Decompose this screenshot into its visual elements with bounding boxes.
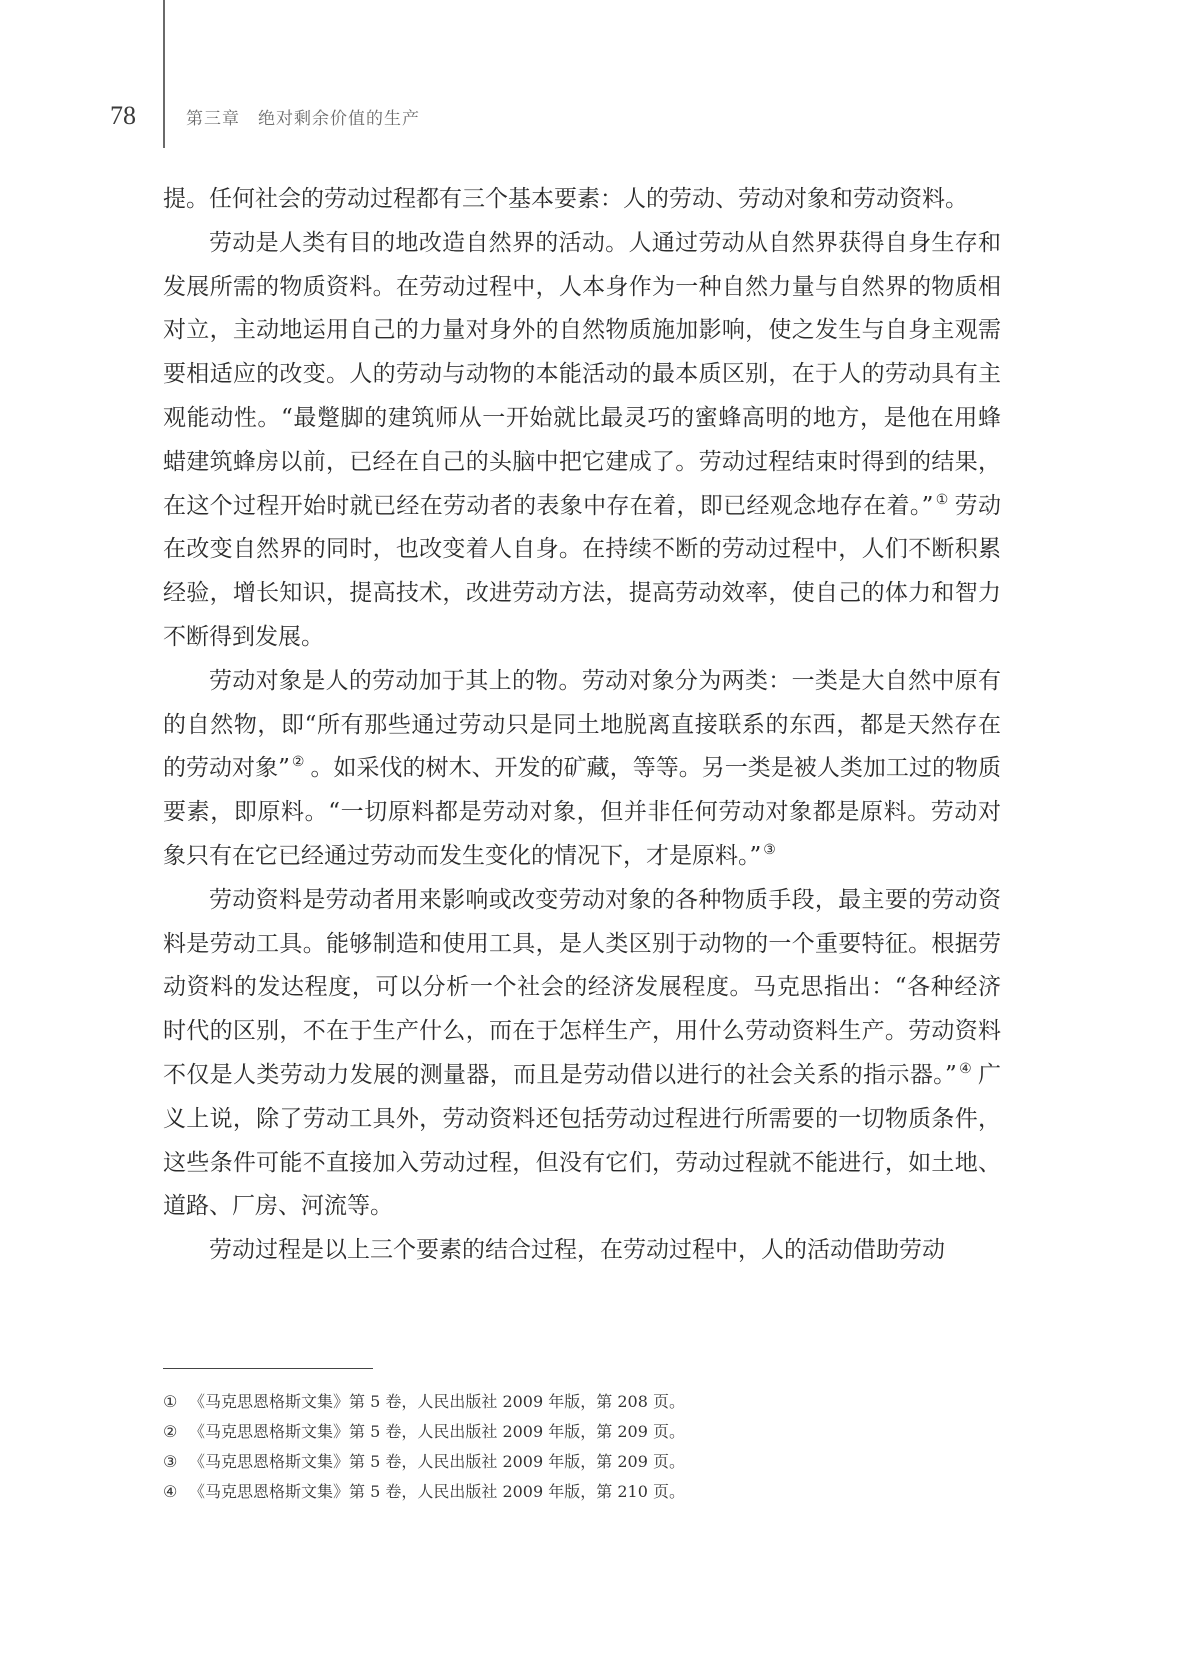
footnote-4 [163, 1477, 1001, 1507]
footnote-ref-2[interactable]: ② [291, 754, 305, 771]
paragraph-2-text-b: 劳动在改变自然界的同时，也改变着人自身。在持续不断的劳动过程中，人们不断积累经验，增长知识，提高技术，改进劳动方法，提高劳动效率，使自己的体力和智力不断得到发展。 [163, 492, 1001, 650]
running-head [186, 111, 420, 128]
footnotes [163, 1387, 1001, 1507]
footnote-mark: ④ [163, 1482, 178, 1501]
paragraph-3-text-b: 。如采伐的树木、开发的矿藏，等等。另一类是被人类加工过的物质要素，即原料。“一切原料都是劳动对象，但并非任何劳动对象都是原料。劳动对象只有在它已经通过劳动而发生变化的情况下，才是原料。” [163, 755, 1001, 869]
footnote-mark: ② [163, 1422, 178, 1441]
paragraph-4-text-b: 广义上说，除了劳动工具外，劳动资料还包括劳动过程进行所需要的一切物质条件，这些条件可能不直接加入劳动过程，但没有它们，劳动过程就不能进行，如土地、道路、厂房、河流等。 [163, 1061, 1001, 1220]
paragraph-4-text-a: 劳动资料是劳动者用来影响或改变劳动对象的各种物质手段，最主要的劳动资料是劳动工具。能够制造和使用工具，是人类区别于动物的一个重要特征。根据劳动资料的发达程度，可以分析一个社会的经济发展程度。马克思指出：“各种经济时代的区别，不在于生产什么，而在于怎样生产，用什么劳动资料生产。劳动资料不仅是人类劳动力发展的测量器，而且是劳动借以进行的社会关系的指示器。” [163, 886, 1001, 1088]
footnote-text: 《马克思恩格斯文集》第 5 卷，人民出版社 2009 年版，第 210 页。 [189, 1482, 685, 1501]
paragraph-2 [163, 222, 1001, 660]
paragraph-3-text-a: 劳动对象是人的劳动加于其上的物。劳动对象分为两类：一类是大自然中原有的自然物，即“所有那些通过劳动只是同土地脱离直接联系的东西，都是天然存在的劳动对象” [163, 667, 1001, 782]
footnote-1 [163, 1387, 1001, 1417]
footnote-text: 《马克思恩格斯文集》第 5 卷，人民出版社 2009 年版，第 209 页。 [189, 1452, 685, 1471]
footnote-mark: ③ [163, 1452, 178, 1471]
chapter-number: 第三章 [186, 109, 240, 129]
footnote-2 [163, 1417, 1001, 1447]
paragraph-3 [163, 660, 1001, 879]
paragraph-1: 提。任何社会的劳动过程都有三个基本要素：人的劳动、劳动对象和劳动资料。 [163, 186, 968, 212]
page-number: 78 [110, 101, 136, 130]
footnote-mark: ① [163, 1392, 178, 1411]
paragraph-2-text-a: 劳动是人类有目的地改造自然界的活动。人通过劳动从自然界获得自身生存和发展所需的物质资料。在劳动过程中，人本身作为一种自然力量与自然界的物质相对立，主动地运用自己的力量对身外的自然物质施加影响，使之发生与自身主观需要相适应的改变。人的劳动与动物的本能活动的最本质区别，在于人的劳动具有主观能动性。“最蹩脚的建筑师从一开始就比最灵巧的蜜蜂高明的地方，是他在用蜂蜡建筑蜂房以前，已经在自己的头脑中把它建成了。劳动过程结束时得到的结果，在这个过程开始时就已经在劳动者的表象中存在着，即已经观念地存在着。” [163, 229, 1001, 519]
paragraph-4 [163, 879, 1001, 1229]
body-text [163, 178, 1001, 1273]
footnote-ref-1[interactable]: ① [935, 491, 949, 508]
footnote-ref-4[interactable]: ④ [958, 1060, 972, 1077]
footnote-divider [163, 1368, 373, 1369]
footnote-text: 《马克思恩格斯文集》第 5 卷，人民出版社 2009 年版，第 209 页。 [189, 1422, 685, 1441]
footnote-3 [163, 1447, 1001, 1477]
header-divider [163, 0, 165, 148]
footnote-ref-3[interactable]: ③ [763, 841, 776, 858]
footnote-text: 《马克思恩格斯文集》第 5 卷，人民出版社 2009 年版，第 208 页。 [189, 1392, 685, 1411]
chapter-title: 绝对剩余价值的生产 [258, 109, 420, 129]
paragraph-5: 劳动过程是以上三个要素的结合过程，在劳动过程中，人的活动借助劳动 [209, 1237, 945, 1264]
